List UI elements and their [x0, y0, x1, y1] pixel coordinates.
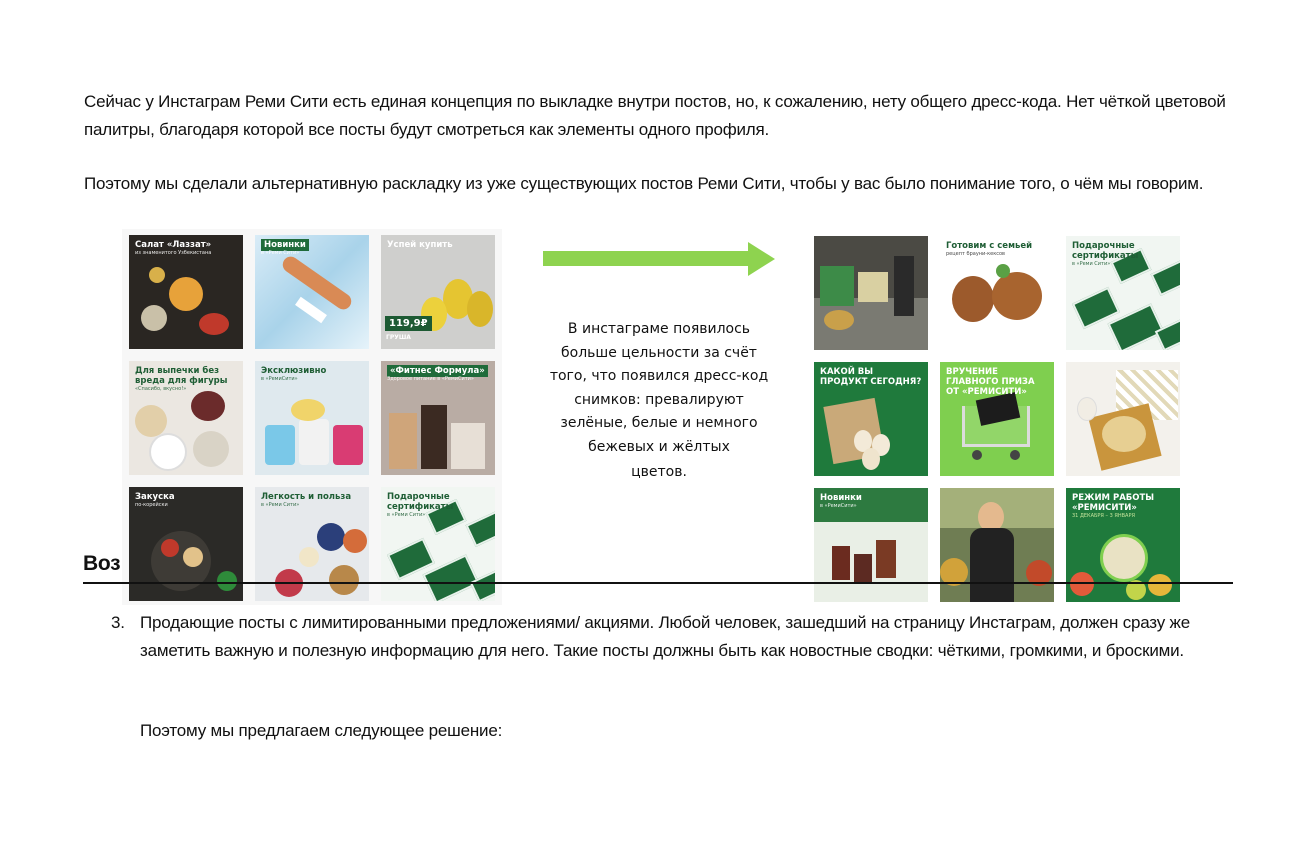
post-tile	[814, 488, 928, 602]
intro-paragraph-1: Сейчас у Инстаграм Реми Сити есть единая концепция по выкладке внутри постов, но, к сожалению, нету общего дресс-кода. Нет чёткой цветовой палитры, благодаря которой все посты будут смотреться как элементы одного профиля.	[84, 92, 1226, 139]
post-title: Эксклюзивно в «РемиСити»	[261, 366, 327, 382]
list-item-text: Продающие посты с лимитированными предложениями/ акциями. Любой человек, зашедший на страницу Инстаграм, должен сразу же заметить важную и полезную информацию для него. Такие посты должны быть как новостные сводки: чёткими, громкими, и броскими.	[140, 613, 1190, 660]
list-item-number: 3.	[111, 613, 125, 632]
post-tile	[129, 361, 243, 475]
post-title: КАКОЙ ВЫ ПРОДУКТ СЕГОДНЯ?	[820, 367, 922, 387]
post-tile	[940, 236, 1054, 350]
comparison-note: В инстаграме появилось больше цельности за счёт того, что появился дресс-код снимков: превалируют зелёные, белые и немного бежевых и жёлтых цветов.	[549, 321, 769, 480]
post-tile	[814, 362, 928, 476]
post-title: Салат «Лаззат» из знаменитого Узбекистана	[135, 240, 212, 256]
post-title: Легкость и польза в «Реми Сити»	[261, 492, 352, 508]
post-tile	[129, 235, 243, 349]
post-tile	[381, 361, 495, 475]
post-tile	[1066, 236, 1180, 350]
post-tile	[255, 235, 369, 349]
price-badge: 119,9₽	[385, 316, 432, 331]
post-title: РЕЖИМ РАБОТЫ «РЕМИСИТИ» 31 ДЕКАБРЯ – 3 ЯНВАРЯ	[1072, 493, 1155, 519]
post-tile	[814, 236, 928, 350]
post-tile	[1066, 488, 1180, 602]
post-title: Готовим с семьей рецепт брауни-кексов	[946, 241, 1033, 257]
post-title: Подарочные сертификаты в «Реми Сити»	[387, 492, 454, 518]
divider	[83, 582, 1233, 584]
post-tile	[1066, 362, 1180, 476]
post-title: Закуска по-корейски	[135, 492, 175, 508]
post-title: Подарочные сертификаты в «Реми Сити»	[1072, 241, 1139, 267]
after-instagram-grid	[814, 236, 1180, 602]
arrow-right-icon	[543, 242, 775, 276]
post-title: Успей купить	[387, 240, 453, 250]
post-title: Для выпечки без вреда для фигуры «Спасибо, вкусно!»	[135, 366, 228, 392]
post-title: ВРУЧЕНИЕ ГЛАВНОГО ПРИЗА ОТ «РЕМИСИТИ»	[946, 367, 1035, 397]
before-instagram-grid	[129, 235, 495, 601]
price-label: ГРУША	[386, 334, 411, 341]
post-title: Новинки в «Реми Сити»	[261, 240, 363, 257]
post-title: «Фитнес Формула» Здоровое питание в «РемиСити»	[387, 366, 489, 383]
post-tile	[381, 235, 495, 349]
post-tile	[940, 488, 1054, 602]
section-heading: Воз	[83, 552, 121, 575]
post-tile	[255, 361, 369, 475]
post-title: Новинки в «РемиСити»	[820, 493, 862, 509]
list-item-followup: Поэтому мы предлагаем следующее решение:	[140, 721, 503, 740]
intro-paragraph-2: Поэтому мы сделали альтернативную раскладку из уже существующих постов Реми Сити, чтобы у вас было понимание того, о чём мы говорим.	[84, 174, 1204, 193]
post-tile	[940, 362, 1054, 476]
